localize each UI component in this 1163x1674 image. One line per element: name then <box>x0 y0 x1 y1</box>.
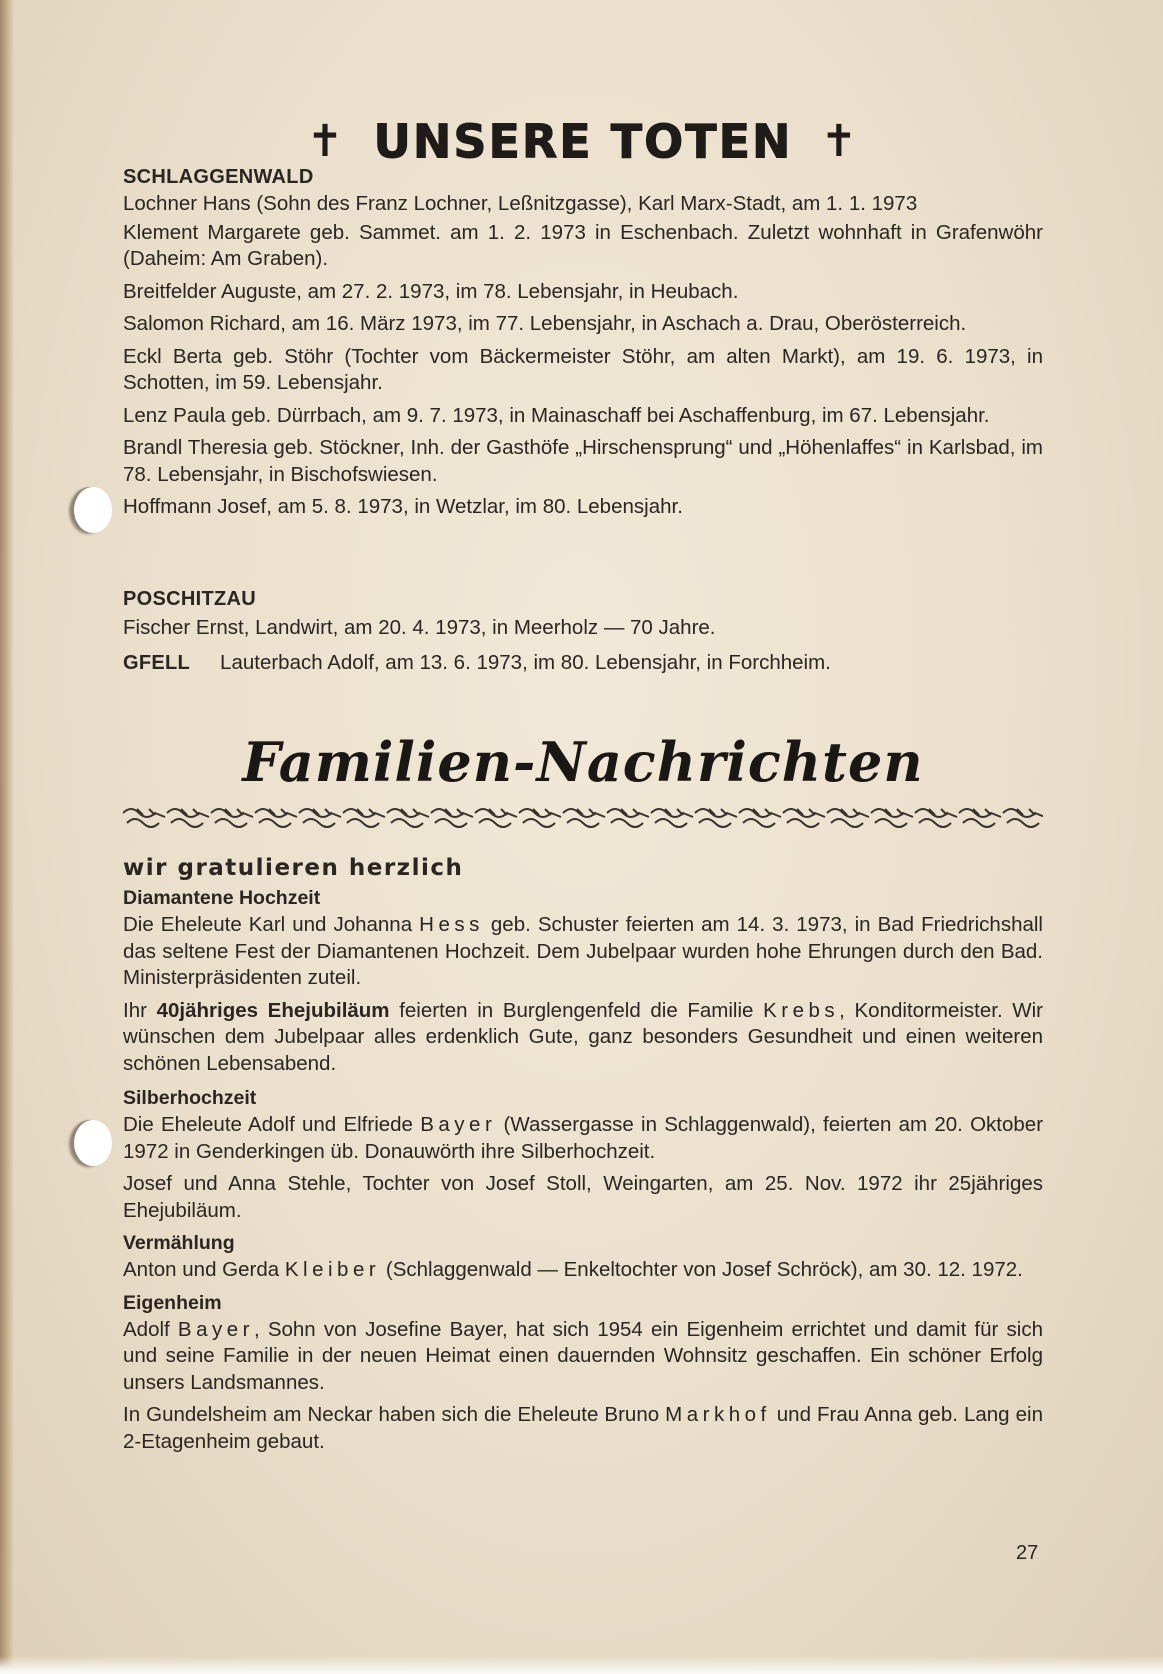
death-entry: Salomon Richard, am 16. März 1973, im 77. Lebensjahr, in Aschach a. Drau, Oberösterreich. <box>123 312 967 335</box>
deaths-gfell <box>123 650 1043 683</box>
deaths-poschitzau <box>123 588 1043 648</box>
wedding-paragraph <box>123 1257 1043 1284</box>
vine-segment <box>695 809 737 827</box>
vine-segment <box>519 809 561 827</box>
diamond-paragraph-2 <box>123 998 1043 1078</box>
vine-segment <box>255 809 297 827</box>
page-title <box>123 110 1043 170</box>
death-entry: Lenz Paula geb. Dürrbach, am 9. 7. 1973, in Mainaschaff bei Aschaffenburg, im 67. Lebensjahr. <box>123 403 990 427</box>
punch-hole-bottom <box>74 1120 112 1166</box>
silver-paragraph-2: Josef und Anna Stehle, Tochter von Josef Stoll, Weingarten, am 25. Nov. 1972 ihr 25jähriges Ehejubiläum. <box>123 1172 1043 1222</box>
vine-ornament <box>123 803 1043 833</box>
vine-segment <box>871 809 913 827</box>
vine-segment <box>739 809 781 827</box>
cross-icon: ✝ <box>820 115 860 167</box>
family-news-title: Familien-Nachrichten <box>242 730 924 794</box>
punch-hole-top <box>74 487 112 533</box>
death-entry: Klement Margarete geb. Sammet. am 1. 2. 1973 in Eschenbach. Zuletzt wohnhaft in Grafenwöhr (Daheim: Am Graben). <box>123 220 1043 270</box>
vine-segment <box>475 809 517 827</box>
text: Die Eheleute Adolf und Elfriede <box>123 1113 413 1136</box>
text: , Konditormeister. Wir wünschen dem Jubelpaar alles erdenklich Gute, ganz besonders Gesundheit und einen weiteren schönen Lebensabend. <box>123 998 1044 1075</box>
home-paragraph-2 <box>123 1402 1043 1455</box>
congratulations-subtitle: wir gratulieren herzlich <box>123 855 464 881</box>
surname: Kleiber <box>284 1258 381 1281</box>
vine-segment <box>343 809 385 827</box>
death-entry-gfell <box>123 650 1043 677</box>
vine-segment <box>387 809 429 827</box>
surname: Bayer <box>420 1113 497 1136</box>
title-text: UNSERE TOTEN <box>373 114 793 169</box>
page-bottom-edge <box>0 1656 1163 1674</box>
vine-segment <box>959 809 1001 827</box>
death-entry: Brandl Theresia geb. Stöckner, Inh. der Gasthöfe „Hirschensprung“ und „Höhenlaffes“ in Karlsbad, im 78. Lebensjahr, in Bischofswiesen. <box>123 436 1043 486</box>
death-entry: Breitfelder Auguste, am 27. 2. 1973, im 78. Lebensjahr, in Heubach. <box>123 279 739 303</box>
vine-segment <box>167 809 209 827</box>
text: (Wassergasse in Schlaggenwald), feierten am 20. Oktober 1972 in Genderkingen üb. Donauwörth ihre Silberhochzeit. <box>123 1113 1044 1163</box>
section-heading-silver: Silberhochzeit <box>123 1087 257 1109</box>
surname: Krebs <box>763 998 840 1022</box>
text: und Frau Anna geb. Lang ein 2-Etagenheim gebaut. <box>123 1403 1043 1453</box>
vine-segment <box>915 809 957 827</box>
vine-segment <box>123 809 165 827</box>
vine-segment <box>1003 809 1043 827</box>
surname: Bayer <box>177 1317 254 1341</box>
diamond-paragraph-1 <box>123 912 1043 992</box>
vine-segment <box>783 809 825 827</box>
vine-segment <box>563 809 605 827</box>
death-entry-text: Lauterbach Adolf, am 13. 6. 1973, im 80. Lebensjahr, in Forchheim. <box>220 651 831 674</box>
vine-segment <box>431 809 473 827</box>
vine-segment <box>651 809 693 827</box>
congratulations-section <box>123 855 1043 1461</box>
text: Die Eheleute Karl und Johanna <box>123 913 413 936</box>
bold-text: 40jähriges Ehejubiläum <box>156 998 390 1022</box>
death-entry: Fischer Ernst, Landwirt, am 20. 4. 1973, in Meerholz — 70 Jahre. <box>123 616 716 639</box>
section-heading-diamond: Diamantene Hochzeit <box>123 887 321 909</box>
text: , Sohn von Josefine Bayer, hat sich 1954 ein Eigenheim errichtet und damit für sich und seine Familie in der neuen Heimat einen dauernden Wohnsitz geschaffen. Ein schöner Erfolg unsers Landsmannes. <box>123 1317 1043 1394</box>
place-heading: SCHLAGGENWALD <box>123 166 314 188</box>
text: geb. Schuster feierten am 14. 3. 1973, in Bad Friedrichshall das seltene Fest der Diamantenen Hochzeit. Dem Jubelpaar wurden hohe Ehrungen durch den Bad. Ministerpräsidenten zuteil. <box>123 913 1043 989</box>
page-number: 27 <box>1016 1542 1039 1564</box>
text: Anton und Gerda <box>123 1258 280 1281</box>
cross-icon: ✝ <box>306 115 346 167</box>
place-heading: GFELL <box>123 652 191 674</box>
vine-segment <box>211 809 253 827</box>
place-heading: POSCHITZAU <box>123 588 256 610</box>
deaths-schlaggenwald <box>123 166 1043 527</box>
text: Ihr <box>123 998 147 1022</box>
death-entry: Lochner Hans (Sohn des Franz Lochner, Leßnitzgasse), Karl Marx-Stadt, am 1. 1. 1973 <box>123 192 918 215</box>
home-paragraph-1 <box>123 1317 1043 1397</box>
surname: Markhof <box>665 1403 771 1426</box>
text: feierten in Burglengenfeld die Familie <box>399 998 754 1022</box>
section-heading-wedding: Vermählung <box>123 1232 235 1254</box>
vine-segment <box>299 809 341 827</box>
silver-paragraph-1 <box>123 1112 1043 1165</box>
section-heading-home: Eigenheim <box>123 1291 222 1314</box>
binding-edge <box>0 0 14 1674</box>
text: (Schlaggenwald — Enkeltochter von Josef Schröck), am 30. 12. 1972. <box>385 1258 1023 1281</box>
text: In Gundelsheim am Neckar haben sich die Eheleute Bruno <box>123 1403 660 1426</box>
surname: Hess <box>419 913 484 936</box>
death-entry: Hoffmann Josef, am 5. 8. 1973, in Wetzlar, im 80. Lebensjahr. <box>123 495 683 518</box>
text: Adolf <box>123 1317 170 1341</box>
vine-segment <box>607 809 649 827</box>
vine-segment <box>827 809 869 827</box>
death-entry: Eckl Berta geb. Stöhr (Tochter vom Bäckermeister Stöhr, am alten Markt), am 19. 6. 1973, in Schotten, im 59. Lebensjahr. <box>123 344 1043 394</box>
